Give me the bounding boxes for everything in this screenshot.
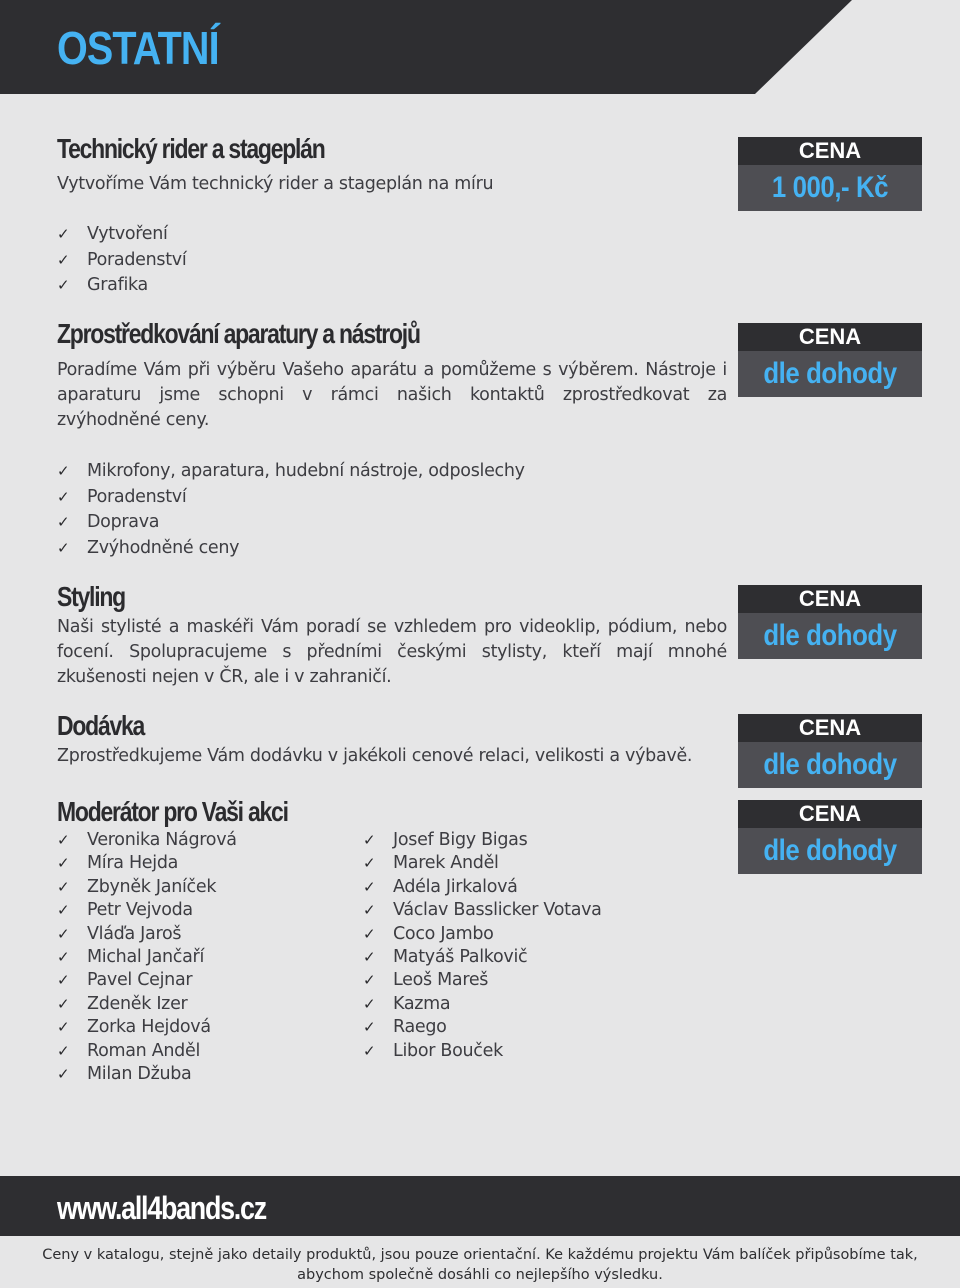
check-icon: ✓ (57, 250, 70, 269)
moderators-right-list (363, 829, 602, 1063)
page-title: OSTATNÍ (57, 22, 219, 74)
list-item: ✓ Raego (363, 1016, 602, 1039)
section-desc-rider: Vytvoříme Vám technický rider a stageplán na míru (57, 174, 494, 194)
list-item: ✓ Kazma (363, 993, 602, 1016)
check-icon: ✓ (57, 901, 70, 920)
check-icon: ✓ (363, 854, 376, 873)
check-icon: ✓ (363, 947, 376, 966)
list-item: ✓ Josef Bigy Bigas (363, 829, 602, 852)
list-item: ✓ Libor Bouček (363, 1040, 602, 1063)
section-title-van: Dodávka (57, 710, 145, 741)
list-item: ✓ Veronika Nágrová (57, 829, 237, 852)
list-item: ✓ Mikrofony, aparatura, hudební nástroje, odposlechy (57, 459, 525, 485)
checklist-rider (57, 222, 186, 299)
price-value: dle dohody (763, 619, 897, 652)
check-icon: ✓ (57, 1041, 70, 1060)
check-icon: ✓ (363, 901, 376, 920)
check-icon: ✓ (57, 1064, 70, 1083)
price-caption: CENA (738, 714, 922, 742)
price-caption: CENA (738, 585, 922, 613)
checklist-equipment (57, 459, 525, 561)
check-icon: ✓ (57, 831, 70, 849)
moderators-left-list (57, 829, 237, 1086)
section-title-rider: Technický rider a stageplán (57, 133, 325, 164)
list-item: ✓ Zdeněk Izer (57, 993, 237, 1016)
footer-website-link[interactable]: www.all4bands.cz (57, 1190, 266, 1226)
check-icon: ✓ (57, 276, 70, 294)
list-item: ✓ Michal Jančaří (57, 946, 237, 969)
price-value: 1 000,- Kč (771, 171, 889, 204)
list-item: ✓ Míra Hejda (57, 852, 237, 875)
footer-disclaimer: Ceny v katalogu, stejně jako detaily produktů, jsou pouze orientační. Ke každému projektu Vám balíček připůsobíme tak, abychom společně dosáhli co nejlepšího výsledku. (42, 1247, 918, 1283)
list-item: ✓ Adéla Jirkalová (363, 876, 602, 899)
check-icon: ✓ (57, 947, 70, 966)
check-icon: ✓ (363, 831, 376, 849)
list-item: ✓ Coco Jambo (363, 923, 602, 946)
check-icon: ✓ (57, 971, 70, 990)
check-icon: ✓ (57, 924, 70, 943)
price-caption: CENA (738, 323, 922, 351)
check-icon: ✓ (363, 877, 376, 896)
check-icon: ✓ (57, 462, 70, 480)
list-item: ✓ Zvýhodněné ceny (57, 536, 525, 562)
check-icon: ✓ (57, 994, 70, 1013)
check-icon: ✓ (363, 1018, 376, 1037)
list-item: ✓ Vytvoření (57, 222, 186, 248)
check-icon: ✓ (363, 924, 376, 943)
check-icon: ✓ (57, 487, 70, 506)
check-icon: ✓ (363, 994, 376, 1013)
list-item: ✓ Leoš Mareš (363, 969, 602, 992)
check-icon: ✓ (57, 538, 70, 557)
price-box-van (738, 714, 922, 788)
check-icon: ✓ (57, 513, 70, 531)
section-title-styling: Styling (57, 581, 125, 612)
list-item: ✓ Marek Anděl (363, 852, 602, 875)
check-icon: ✓ (363, 1041, 376, 1060)
list-item: ✓ Doprava (57, 510, 525, 536)
list-item: ✓ Poradenství (57, 485, 525, 511)
price-value: dle dohody (763, 748, 897, 781)
price-caption: CENA (738, 137, 922, 165)
list-item: ✓ Vláďa Jaroš (57, 923, 237, 946)
list-item: ✓ Milan Džuba (57, 1063, 237, 1086)
list-item: ✓ Petr Vejvoda (57, 899, 237, 922)
section-title-equipment: Zprostředkování aparatury a nástrojů (57, 318, 420, 349)
price-box-moderator (738, 800, 922, 874)
section-desc-equipment: Poradíme Vám při výběru Vašeho aparátu a pomůžeme s výběrem. Nástroje i aparaturu jsme schopni v rámci našich kontaktů zprostředkovat za zvýhodněné ceny. (57, 360, 727, 430)
price-value: dle dohody (763, 834, 897, 867)
list-item: ✓ Poradenství (57, 248, 186, 274)
check-icon: ✓ (57, 877, 70, 896)
section-desc-van: Zprostředkujeme Vám dodávku v jakékoli cenové relaci, velikosti a výbavě. (57, 746, 693, 766)
price-caption: CENA (738, 800, 922, 828)
check-icon: ✓ (363, 971, 376, 990)
list-item: ✓ Zbyněk Janíček (57, 876, 237, 899)
price-box-rider (738, 137, 922, 211)
list-item: ✓ Pavel Cejnar (57, 969, 237, 992)
check-icon: ✓ (57, 1018, 70, 1037)
price-value: dle dohody (763, 357, 897, 390)
section-title-moderator: Moderátor pro Vaši akci (57, 796, 288, 827)
price-box-equipment (738, 323, 922, 397)
price-box-styling (738, 585, 922, 659)
list-item: ✓ Matyáš Palkovič (363, 946, 602, 969)
section-desc-styling: Naši stylisté a maskéři Vám poradí se vzhledem pro videoklip, pódium, nebo focení. Spolupracujeme s předními českými stylisty, kteří mají mnohé zkušenosti nejen v ČR, ale i v zahraničí. (57, 617, 727, 687)
list-item: ✓ Zorka Hejdová (57, 1016, 237, 1039)
list-item: ✓ Václav Basslicker Votava (363, 899, 602, 922)
list-item: ✓ Roman Anděl (57, 1040, 237, 1063)
check-icon: ✓ (57, 854, 70, 873)
list-item: ✓ Grafika (57, 273, 186, 299)
check-icon: ✓ (57, 225, 70, 243)
